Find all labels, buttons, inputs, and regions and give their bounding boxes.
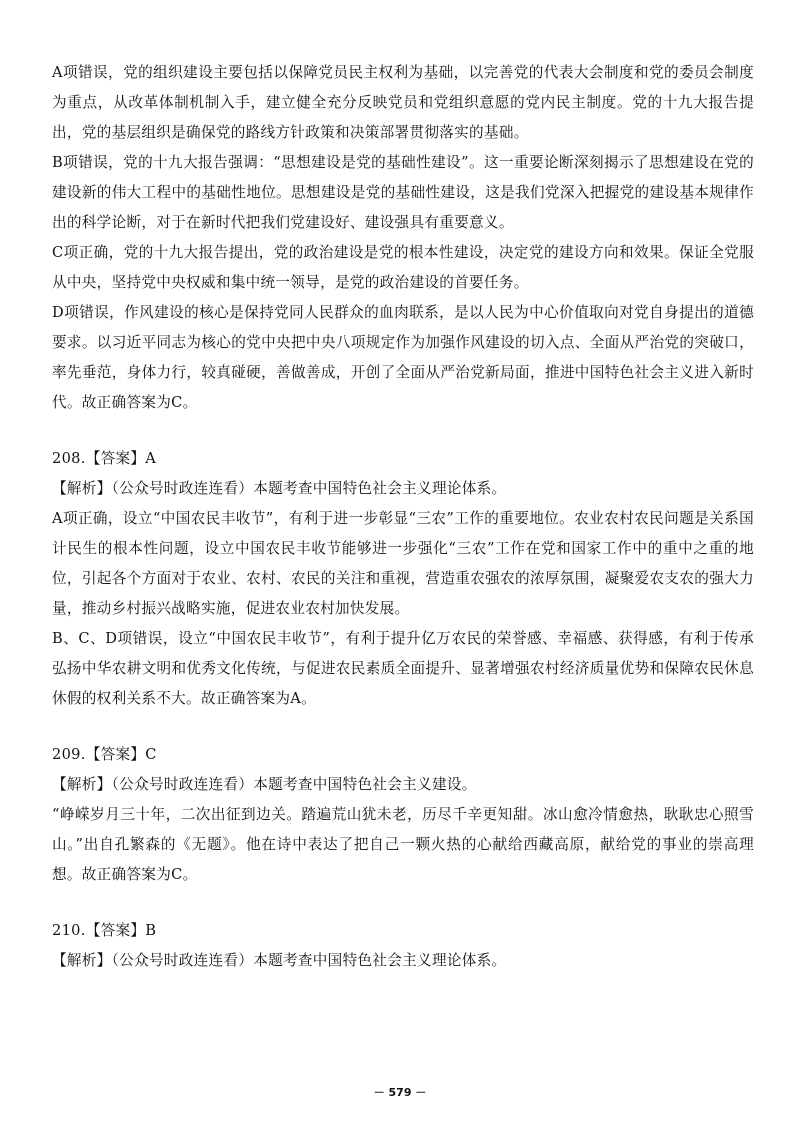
- option-a-explanation-208: A项正确，设立“中国农民丰收节”，有利于进一步彰显“三农”工作的重要地位。农业农村农民问题是关系国计民生的根本性问题，设立中国农民丰收节能够进一步强化“三农”工作在党和国家工作中的重中之重的地位，引起各个方面对于农业、农村、农民的关注和重视，营造重农强农的浓厚氛围，凝聚爱农支农的强大力量，推动乡村振兴战略实施，促进农业农村加快发展。: [52, 510, 754, 617]
- analysis-209: 【解析】（公众号时政连连看）本题考查中国特色社会主义建设。: [52, 776, 477, 793]
- option-d-explanation: D项错误，作风建设的核心是保持党同人民群众的血肉联系，是以人民为中心价值取向对党自身提出的道德要求。以习近平同志为核心的党中央把中央八项规定作为加强作风建设的切入点、全面从严治党的突破口，率先垂范，身体力行，较真碰硬，善做善成，开创了全面从严治党新局面，推进中国特色社会主义进入新时代。故正确答案为C。: [52, 304, 754, 411]
- answer-209: 209.【答案】C: [52, 746, 157, 763]
- analysis-210: 【解析】（公众号时政连连看）本题考查中国特色社会主义理论体系。: [52, 952, 507, 969]
- option-b-explanation: B项错误，党的十九大报告强调：“思想建设是党的基础性建设”。这一重要论断深刻揭示了思想建设在党的建设新的伟大工程中的基础性地位。思想建设是党的基础性建设，这是我们党深入把握党的建设基本规律作出的科学论断，对于在新时代把我们党建设好、建设强具有重要意义。: [52, 154, 754, 231]
- analysis-208: 【解析】（公众号时政连连看）本题考查中国特色社会主义理论体系。: [52, 480, 507, 497]
- option-a-explanation: A项错误，党的组织建设主要包括以保障党员民主权利为基础，以完善党的代表大会制度和党的委员会制度为重点，从改革体制机制入手，建立健全充分反映党员和党组织意愿的党内民主制度。党的十九大报告提出，党的基层组织是确保党的路线方针政策和决策部署贯彻落实的基础。: [52, 64, 754, 141]
- option-bcd-explanation-208: B、C、D项错误，设立“中国农民丰收节”，有利于提升亿万农民的荣誉感、幸福感、获得感，有利于传承弘扬中华农耕文明和优秀文化传统，与促进农民素质全面提升、显著增强农村经济质量优势和保障农民休息休假的权利关系不大。故正确答案为A。: [52, 630, 754, 707]
- answer-208: 208.【答案】A: [52, 450, 157, 467]
- page-number: － 579 －: [373, 1086, 427, 1099]
- answer-210: 210.【答案】B: [52, 922, 157, 939]
- poem-explanation-209: “峥嵘岁月三十年，二次出征到边关。踏遍荒山犹未老，历尽千辛更知甜。冰山愈冷情愈热，耿耿忠心照雪山。”出自孔繁森的《无题》。他在诗中表达了把自己一颗火热的心献给西藏高原，献给党的事业的崇高理想。故正确答案为C。: [52, 806, 754, 883]
- option-c-explanation: C项正确，党的十九大报告提出，党的政治建设是党的根本性建设，决定党的建设方向和效果。保证全党服从中央，坚持党中央权威和集中统一领导，是党的政治建设的首要任务。: [52, 244, 754, 291]
